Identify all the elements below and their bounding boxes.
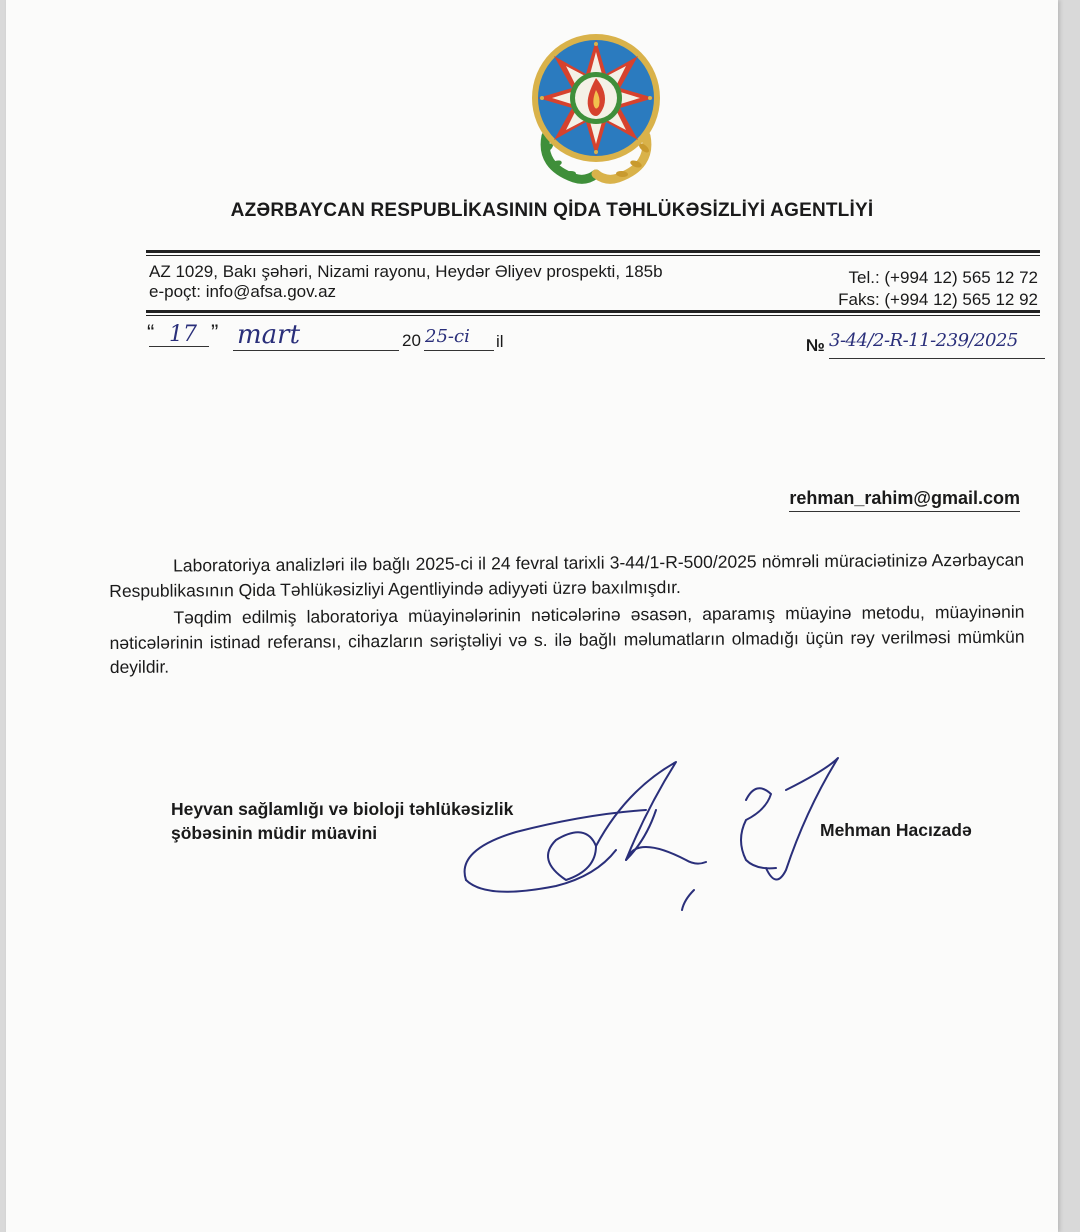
date-year-prefix: 20 bbox=[402, 331, 421, 350]
signature-icon bbox=[446, 750, 866, 920]
fax-line: Faks: (+994 12) 565 12 92 bbox=[838, 290, 1038, 309]
date-year: 25-ci bbox=[425, 326, 470, 347]
body-paragraph-2: Təqdim edilmiş laboratoriya müayinələrinin nəticələrinə əsasən, aparamış müayinə metodu, müayinənin nəticələrinin istinad referansı, cihazların səriştəliyi və s. ilə bağlı məlumatların olmadığı üçün rəy verilməsi mümkün deyildir. bbox=[109, 601, 1025, 677]
signatory-name: Mehman Hacızadə bbox=[820, 820, 972, 840]
header-rule-top-thin bbox=[146, 255, 1040, 256]
letter-body bbox=[109, 548, 1025, 683]
signatory-title-line-1: Heyvan sağlamlığı və bioloji təhlükəsizlik bbox=[171, 799, 514, 819]
number-label: № bbox=[806, 336, 825, 355]
letter-page bbox=[6, 0, 1058, 1232]
agency-name: AZƏRBAYCAN RESPUBLİKASININ QİDA TƏHLÜKƏSİZLİYİ AGENTLİYİ bbox=[230, 200, 874, 221]
header-rule-bottom bbox=[146, 310, 1040, 313]
date-month: mart bbox=[237, 320, 301, 350]
header-rule-top bbox=[146, 250, 1040, 253]
number-underline bbox=[829, 358, 1045, 359]
date-year-suffix: il bbox=[496, 332, 504, 351]
date-row bbox=[141, 320, 1051, 360]
date-day: 17 bbox=[169, 322, 197, 347]
coat-of-arms-icon bbox=[526, 26, 666, 186]
email-line: e-poçt: info@afsa.gov.az bbox=[149, 282, 337, 301]
year-underline bbox=[424, 350, 494, 351]
body-paragraph-1: Laboratoriya analizləri ilə bağlı 2025-ci il 24 fevral tarixli 3-44/1-R-500/2025 nömrəli müraciətinizə Azərbaycan Respublikasının Qida Təhlükəsizliyi Agentliyində adiyyəti üzrə baxılmışdır. bbox=[109, 549, 1025, 601]
date-close-quote: ” bbox=[211, 320, 219, 345]
signatory-title-line-2: şöbəsinin müdir müavini bbox=[171, 823, 378, 843]
header-rule-bottom-thin bbox=[146, 315, 1040, 316]
tel-line: Tel.: (+994 12) 565 12 72 bbox=[848, 268, 1038, 287]
document-number: 3-44/2-R-11-239/2025 bbox=[829, 330, 1018, 351]
recipient-email: rehman_rahim@gmail.com bbox=[789, 488, 1020, 512]
date-open-quote: “ bbox=[147, 320, 155, 345]
contact-block bbox=[838, 267, 1038, 311]
month-underline bbox=[233, 350, 399, 351]
address-line: AZ 1029, Bakı şəhəri, Nizami rayonu, Heydər Əliyev prospekti, 185b bbox=[149, 262, 663, 281]
address-block bbox=[149, 262, 663, 302]
